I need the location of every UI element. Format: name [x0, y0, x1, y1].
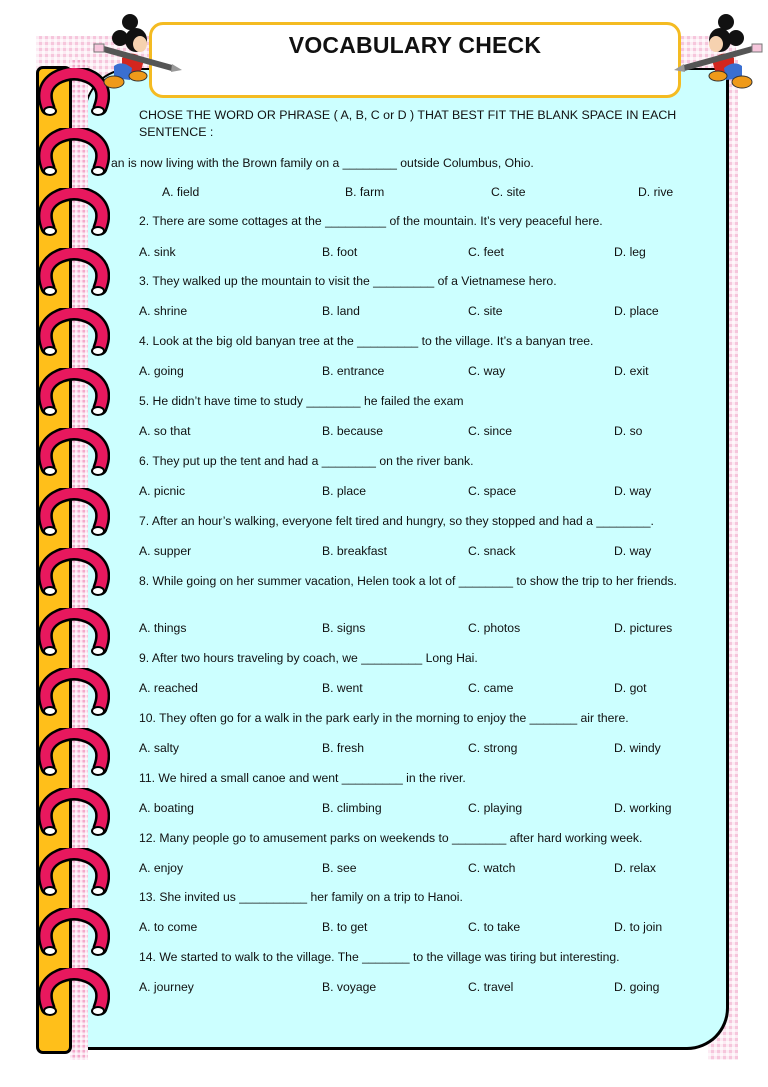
question-text: 11. We hired a small canoe and went _________ in the river. — [139, 771, 466, 785]
spiral-ring-icon — [38, 128, 110, 180]
spiral-ring-icon — [38, 188, 110, 240]
spiral-ring-icon — [38, 668, 110, 720]
question-text: 10. They often go for a walk in the park early in the morning to enjoy the _______ air there. — [139, 711, 629, 725]
spiral-ring-icon — [38, 488, 110, 540]
answer-option[interactable]: A. so that — [139, 424, 191, 438]
answer-option[interactable]: B. foot — [322, 245, 358, 259]
answer-option[interactable]: C. photos — [468, 621, 521, 635]
answer-option[interactable]: A. boating — [139, 801, 194, 815]
answer-option[interactable]: D. so — [614, 424, 643, 438]
answer-option[interactable]: D. to join — [614, 920, 663, 934]
answer-option[interactable]: B. land — [322, 304, 360, 318]
answer-option[interactable]: A. sink — [139, 245, 176, 259]
answer-option[interactable]: B. to get — [322, 920, 368, 934]
answer-option[interactable]: C. snack — [468, 544, 516, 558]
answer-option[interactable]: C. way — [468, 364, 506, 378]
answer-option[interactable]: D. working — [614, 801, 672, 815]
spiral-ring-icon — [38, 368, 110, 420]
answer-option[interactable]: D. got — [614, 681, 647, 695]
answer-option[interactable]: B. see — [322, 861, 357, 875]
answer-option[interactable]: B. breakfast — [322, 544, 388, 558]
answer-option[interactable]: D. rive — [638, 185, 674, 199]
question-text: 9. After two hours traveling by coach, we _________ Long Hai. — [139, 651, 478, 665]
answer-option[interactable]: A. supper — [139, 544, 192, 558]
question-text: 13. She invited us __________ her family on a trip to Hanoi. — [139, 890, 463, 904]
question-text: 12. Many people go to amusement parks on weekends to ________ after hard working week. — [139, 831, 643, 845]
answer-option[interactable]: C. feet — [468, 245, 504, 259]
answer-option[interactable]: A. reached — [139, 681, 198, 695]
answer-option[interactable]: A. field — [162, 185, 200, 199]
answer-option[interactable]: C. since — [468, 424, 513, 438]
answer-option[interactable]: D. going — [614, 980, 660, 994]
mouse-mascot-left-icon — [92, 8, 184, 90]
spiral-ring-icon — [38, 548, 110, 600]
answer-option[interactable]: D. windy — [614, 741, 661, 755]
question-text: 5. He didn’t have time to study ________ he failed the exam — [139, 394, 464, 408]
answer-option[interactable]: C. playing — [468, 801, 523, 815]
answer-option[interactable]: C. strong — [468, 741, 518, 755]
answer-option[interactable]: C. space — [468, 484, 517, 498]
answer-option[interactable]: A. journey — [139, 980, 194, 994]
answer-option[interactable]: C. to take — [468, 920, 521, 934]
question-text: 8. While going on her summer vacation, Helen took a lot of ________ to show the trip to her friends. — [139, 574, 677, 588]
answer-option[interactable]: D. way — [614, 484, 652, 498]
mouse-mascot-right-icon — [672, 8, 764, 90]
answer-option[interactable]: B. voyage — [322, 980, 377, 994]
answer-option[interactable]: B. fresh — [322, 741, 364, 755]
answer-option[interactable]: D. place — [614, 304, 659, 318]
spiral-ring-icon — [38, 608, 110, 660]
answer-option[interactable]: A. shrine — [139, 304, 188, 318]
answer-option[interactable]: D. exit — [614, 364, 649, 378]
question-text: 14. We started to walk to the village. The _______ to the village was tiring but interesting. — [139, 950, 620, 964]
answer-option[interactable]: B. place — [322, 484, 367, 498]
answer-option[interactable]: A. things — [139, 621, 187, 635]
answer-option[interactable]: A. enjoy — [139, 861, 184, 875]
answer-option[interactable]: A. going — [139, 364, 184, 378]
spiral-ring-icon — [38, 308, 110, 360]
answer-option[interactable]: B. farm — [345, 185, 385, 199]
answer-option[interactable]: A. picnic — [139, 484, 186, 498]
spiral-ring-icon — [38, 428, 110, 480]
answer-option[interactable]: C. came — [468, 681, 514, 695]
spiral-ring-icon — [38, 788, 110, 840]
answer-option[interactable]: B. signs — [322, 621, 366, 635]
answer-option[interactable]: B. climbing — [322, 801, 382, 815]
answer-option[interactable]: D. way — [614, 544, 652, 558]
answer-option[interactable]: D. leg — [614, 245, 646, 259]
answer-option[interactable]: B. because — [322, 424, 383, 438]
instructions: CHOSE THE WORD OR PHRASE ( A, B, C or D ) THAT BEST FIT THE BLANK SPACE IN EACH SENTENCE : — [139, 108, 677, 139]
answer-option[interactable]: D. relax — [614, 861, 656, 875]
answer-option[interactable]: C. watch — [468, 861, 516, 875]
question-text: an is now living with the Brown family on a ________ outside Columbus, Ohio. — [111, 156, 534, 170]
answer-option[interactable]: A. salty — [139, 741, 179, 755]
page-title: VOCABULARY CHECK — [288, 32, 542, 58]
answer-option[interactable]: A. to come — [139, 920, 198, 934]
spiral-ring-icon — [38, 968, 110, 1020]
question-text: 7. After an hour’s walking, everyone felt tired and hungry, so they stopped and had a ________. — [139, 514, 654, 528]
answer-option[interactable]: D. pictures — [614, 621, 673, 635]
answer-option[interactable]: C. site — [468, 304, 503, 318]
spiral-ring-icon — [38, 848, 110, 900]
answer-option[interactable]: C. site — [491, 185, 526, 199]
question-text: 4. Look at the big old banyan tree at the _________ to the village. It’s a banyan tree. — [139, 334, 594, 348]
answer-option[interactable]: B. went — [322, 681, 363, 695]
question-text: 3. They walked up the mountain to visit the _________ of a Vietnamese hero. — [139, 274, 557, 288]
question-text: 2. There are some cottages at the _________ of the mountain. It’s very peaceful here. — [139, 214, 603, 228]
answer-option[interactable]: B. entrance — [322, 364, 385, 378]
question-text: 6. They put up the tent and had a ________ on the river bank. — [139, 454, 474, 468]
spiral-ring-icon — [38, 728, 110, 780]
spiral-ring-icon — [38, 908, 110, 960]
answer-option[interactable]: C. travel — [468, 980, 514, 994]
spiral-ring-icon — [38, 248, 110, 300]
